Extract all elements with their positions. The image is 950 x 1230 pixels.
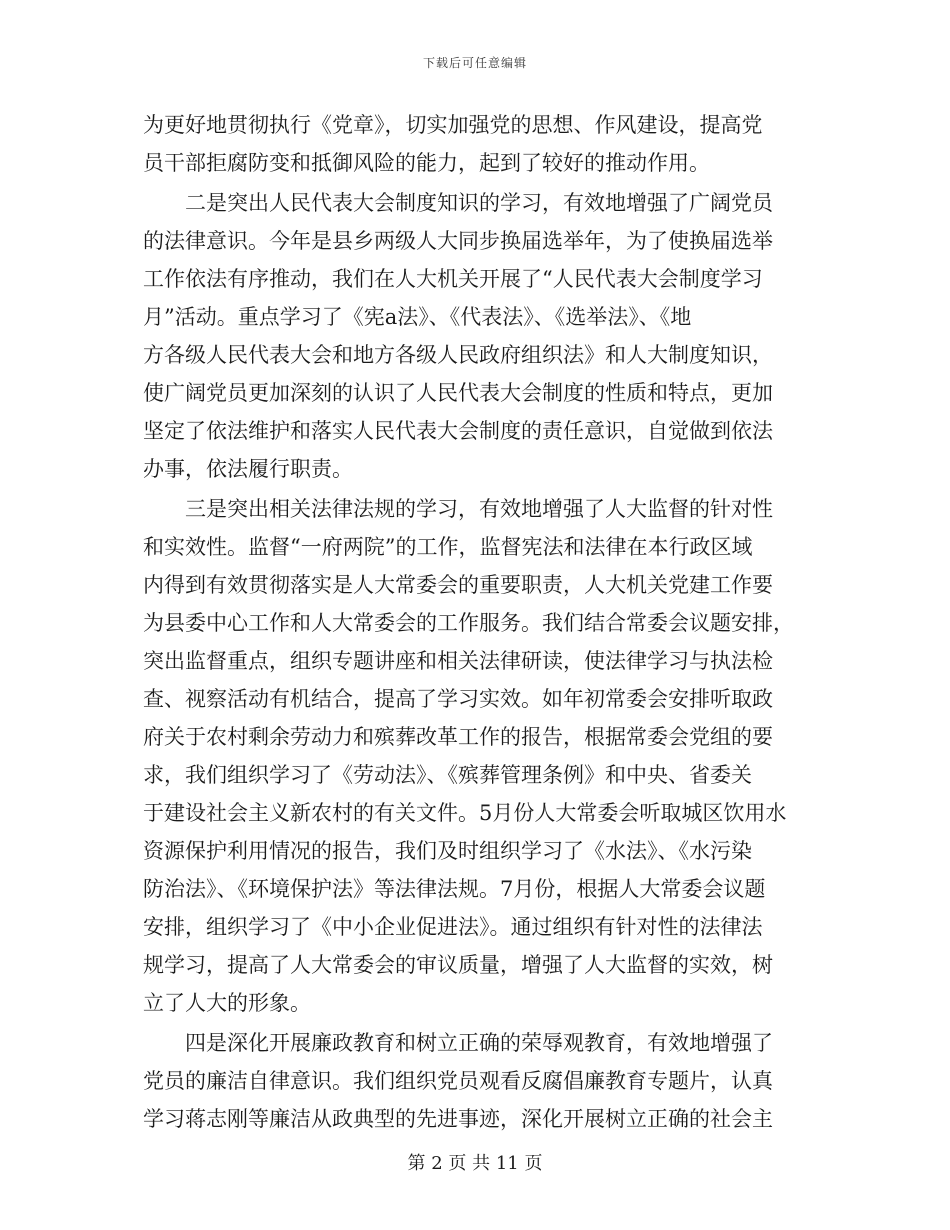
text-line: 查、视察活动有机结合，提高了学习实效。如年初常委会安排听取政 — [143, 687, 773, 711]
text-line: 党员的廉洁自律意识。我们组织党员观看反腐倡廉教育专题片，认真 — [143, 1069, 773, 1093]
text-line: 内得到有效贯彻落实是人大常委会的重要职责，人大机关党建工作要 — [143, 573, 773, 597]
paragraph-4 — [143, 1024, 795, 1138]
text-line: 坚定了依法维护和落实人民代表大会制度的责任意识，自觉做到依法 — [143, 419, 773, 443]
text-line: 二是突出人民代表大会制度知识的学习，有效地增强了广阔党员 — [143, 191, 773, 215]
text-line: 四是深化开展廉政教育和树立正确的荣辱观教育，有效地增强了 — [143, 1031, 773, 1055]
text-line: 突出监督重点，组织专题讲座和相关法律研读，使法律学习与执法检 — [143, 649, 773, 673]
paragraph-3 — [143, 490, 795, 1022]
text-line: 府关于农村剩余劳动力和殡葬改革工作的报告，根据常委会党组的要 — [143, 725, 773, 749]
paragraph-1 — [143, 106, 795, 182]
text-line: 资源保护利用情况的报告，我们及时组织学习了《水法》、《水污染 — [143, 839, 752, 863]
text-line: 月”活动。重点学习了《宪a法》、《代表法》、《选举法》、《地 — [143, 305, 692, 329]
text-line: 和实效性。监督“一府两院”的工作，监督宪法和法律在本行政区域 — [143, 535, 753, 559]
text-line: 防治法》、《环境保护法》等法律法规。7月份，根据人大常委会议题 — [143, 877, 766, 901]
text-line: 求，我们组织学习了《劳动法》、《殡葬管理条例》和中央、省委关 — [143, 763, 752, 787]
text-line: 使广阔党员更加深刻的认识了人民代表大会制度的性质和特点，更加 — [143, 381, 773, 405]
text-line: 立了人大的形象。 — [143, 991, 311, 1015]
page-header-note: 下载后可任意编辑 — [422, 56, 527, 70]
text-line: 为更好地贯彻执行《党章》，切实加强党的思想、作风建设，提高党 — [143, 113, 763, 137]
text-line: 方各级人民代表大会和地方各级人民政府组织法》和人大制度知识， — [143, 343, 773, 367]
text-line: 三是突出相关法律法规的学习，有效地增强了人大监督的针对性 — [143, 497, 773, 521]
text-line: 员干部拒腐防变和抵御风险的能力，起到了较好的推动作用。 — [143, 151, 710, 175]
document-body — [143, 106, 795, 1138]
page-number: 第 2 页 共 11 页 — [407, 1153, 543, 1174]
text-line: 办事，依法履行职责。 — [143, 457, 353, 481]
paragraph-2 — [143, 184, 795, 488]
text-line: 的法律意识。今年是县乡两级人大同步换届选举年，为了使换届选举 — [143, 229, 773, 253]
text-line: 规学习，提高了人大常委会的审议质量，增强了人大监督的实效，树 — [143, 953, 773, 977]
text-line: 工作依法有序推动，我们在人大机关开展了“人民代表大会制度学习 — [143, 267, 763, 291]
text-line: 为县委中心工作和人大常委会的工作服务。我们结合常委会议题安排， — [143, 611, 794, 635]
text-line: 于建设社会主义新农村的有关文件。5月份人大常委会听取城区饮用水 — [143, 801, 787, 825]
text-line: 学习蒋志刚等廉洁从政典型的先进事迹，深化开展树立正确的社会主 — [143, 1107, 773, 1131]
text-line: 安排，组织学习了《中小企业促进法》。通过组织有针对性的法律法 — [143, 915, 763, 939]
